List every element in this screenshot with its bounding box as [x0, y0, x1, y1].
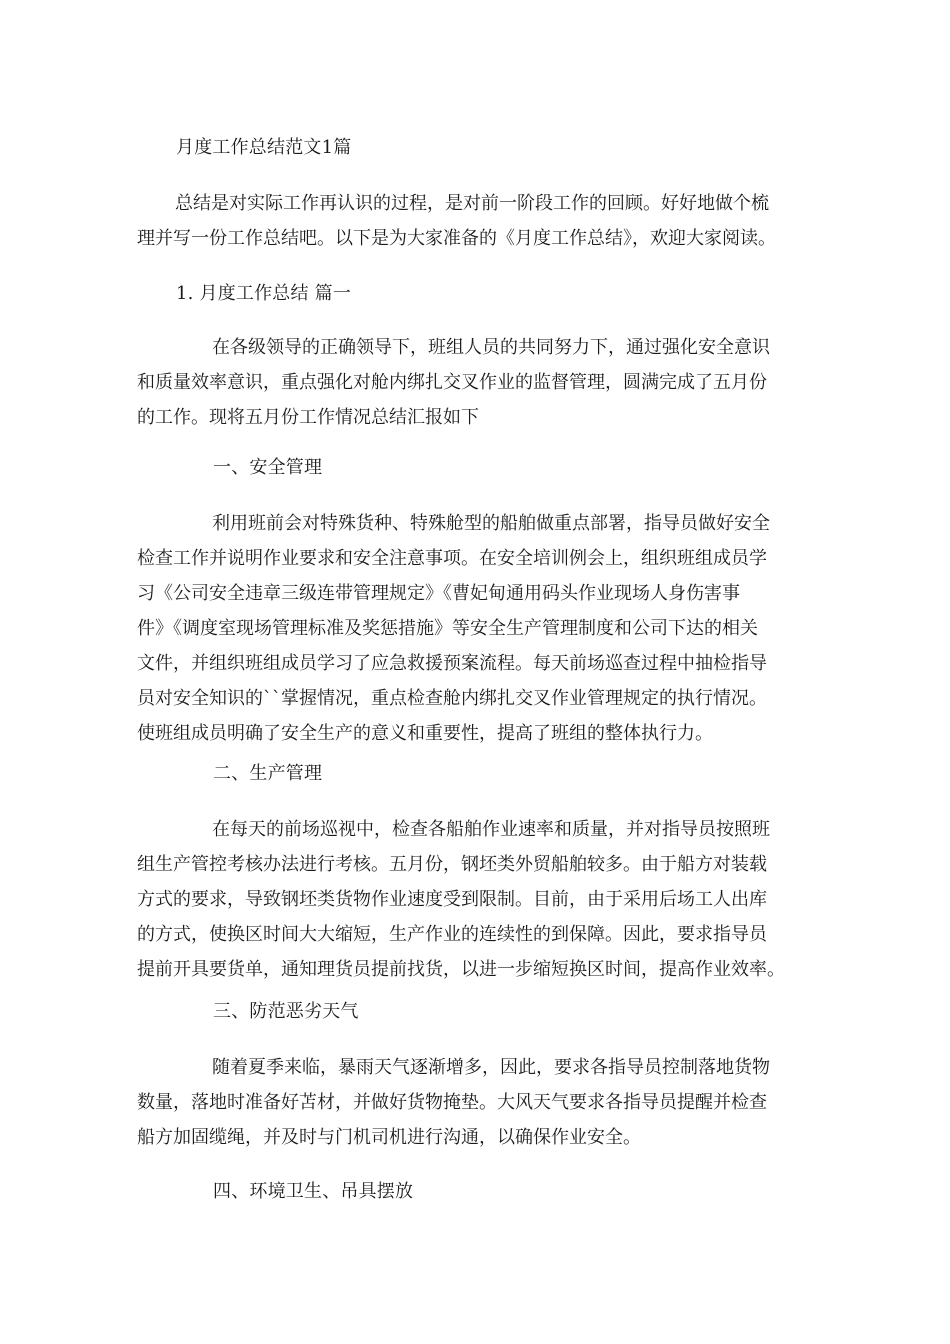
document-title: 月度工作总结范文1篇: [176, 137, 352, 158]
intro-line: 总结是对实际工作再认识的过程，是对前一阶段工作的回顾。好好地做个梳: [175, 193, 769, 214]
production-paragraph: [137, 812, 817, 987]
section-title: 1. 月度工作总结 篇一: [176, 283, 352, 304]
paragraph-line: 件》《调度室现场管理标准及奖惩措施》等安全生产管理制度和公司下达的相关: [137, 618, 758, 639]
weather-paragraph: [137, 1050, 817, 1155]
paragraph-line: 检查工作并说明作业要求和安全注意事项。在安全培训例会上，组织班组成员学: [137, 548, 767, 569]
opening-line: 和质量效率意识，重点强化对舱内绑扎交叉作业的监督管理，圆满完成了五月份: [137, 372, 767, 393]
paragraph-line: 习《公司安全违章三级连带管理规定》《曹妃甸通用码头作业现场人身伤害事: [137, 583, 740, 604]
paragraph-line: 利用班前会对特殊货种、特殊舱型的船舶做重点部署，指导员做好安全: [212, 513, 770, 534]
paragraph-line: 船方加固缆绳，并及时与门机司机进行沟通，以确保作业安全。: [137, 1127, 641, 1148]
section-heading-production: 二、生产管理: [213, 763, 323, 784]
paragraph-line: 方式的要求，导致钢坯类货物作业速度受到限制。目前，由于采用后场工人出库: [137, 889, 767, 910]
paragraph-line: 组生产管控考核办法进行考核。五月份，钢坯类外贸船舶较多。由于船方对装载: [137, 854, 767, 875]
paragraph-line: 的方式，使换区时间大大缩短，生产作业的连续性的到保障。因此，要求指导员: [137, 924, 767, 945]
paragraph-line: 使班组成员明确了安全生产的意义和重要性，提高了班组的整体执行力。: [137, 723, 713, 744]
opening-paragraph: [137, 330, 817, 435]
intro-paragraph: [137, 186, 817, 256]
section-heading-weather: 三、防范恶劣天气: [213, 1001, 359, 1022]
opening-line: 的工作。现将五月份工作情况总结汇报如下: [137, 407, 479, 428]
section-heading-environment: 四、环境卫生、吊具摆放: [213, 1181, 414, 1202]
paragraph-line: 员对安全知识的``掌握情况，重点检查舱内绑扎交叉作业管理规定的执行情况。: [137, 688, 767, 709]
opening-line: 在各级领导的正确领导下，班组人员的共同努力下，通过强化安全意识: [212, 337, 770, 358]
section-heading-safety: 一、安全管理: [213, 457, 323, 478]
paragraph-line: 数量，落地时准备好苫材，并做好货物掩垫。大风天气要求各指导员提醒并检查: [137, 1092, 767, 1113]
paragraph-line: 随着夏季来临，暴雨天气逐渐增多，因此，要求各指导员控制落地货物: [212, 1057, 770, 1078]
paragraph-line: 在每天的前场巡视中，检查各船舶作业速率和质量，并对指导员按照班: [212, 819, 770, 840]
paragraph-line: 提前开具要货单，通知理货员提前找货，以进一步缩短换区时间，提高作业效率。: [137, 959, 785, 980]
intro-line: 理并写一份工作总结吧。以下是为大家准备的《月度工作总结》，欢迎大家阅读。: [137, 228, 776, 249]
paragraph-line: 文件，并组织班组成员学习了应急救援预案流程。每天前场巡查过程中抽检指导: [137, 653, 767, 674]
safety-paragraph: [137, 506, 817, 751]
